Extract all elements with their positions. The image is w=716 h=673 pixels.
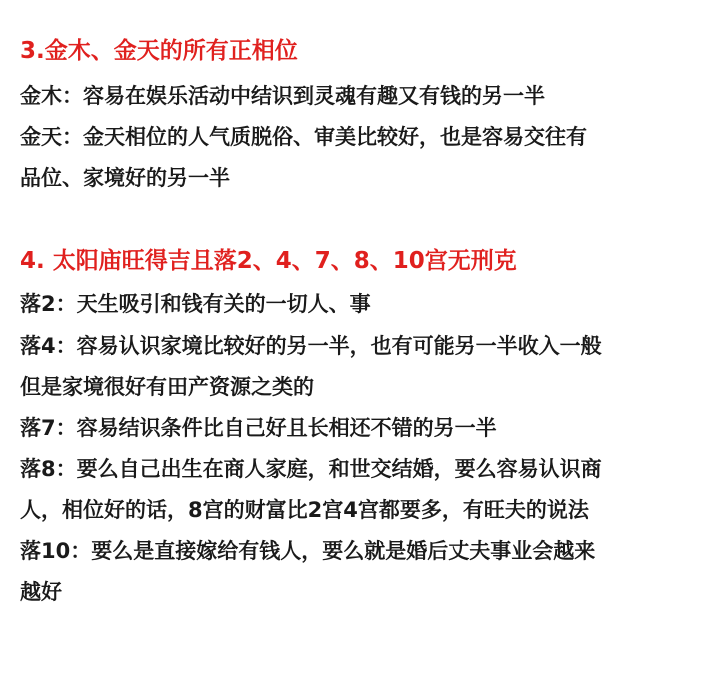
section-3-line-jintian-cont: 品位、家境好的另一半 <box>20 166 230 190</box>
section-4-line-house2: 落2：天生吸引和钱有关的一切人、事 <box>20 292 371 316</box>
section-4-line-house8-cont: 人，相位好的话，8宫的财富比2宫4宫都要多，有旺夫的说法 <box>20 498 589 522</box>
section-4-line-house8: 落8：要么自己出生在商人家庭，和世交结婚，要么容易认识商 <box>20 457 602 481</box>
section-4-heading: 4. 太阳庙旺得吉且落2、4、7、8、10宫无刑克 <box>20 248 517 274</box>
section-4-line-house10: 落10：要么是直接嫁给有钱人，要么就是婚后丈夫事业会越来 <box>20 539 596 563</box>
section-4-line-house4-cont: 但是家境很好有田产资源之类的 <box>20 375 314 399</box>
section-3-heading: 3.金木、金天的所有正相位 <box>20 38 298 64</box>
section-4-line-house10-cont: 越好 <box>20 580 62 604</box>
section-3-line-jintian: 金天：金天相位的人气质脱俗、审美比较好，也是容易交往有 <box>20 125 587 149</box>
section-4-line-house4: 落4：容易认识家境比较好的另一半，也有可能另一半收入一般 <box>20 334 602 358</box>
section-3-line-jinmu: 金木：容易在娱乐活动中结识到灵魂有趣又有钱的另一半 <box>20 84 545 108</box>
section-4-line-house7: 落7：容易结识条件比自己好且长相还不错的另一半 <box>20 416 497 440</box>
